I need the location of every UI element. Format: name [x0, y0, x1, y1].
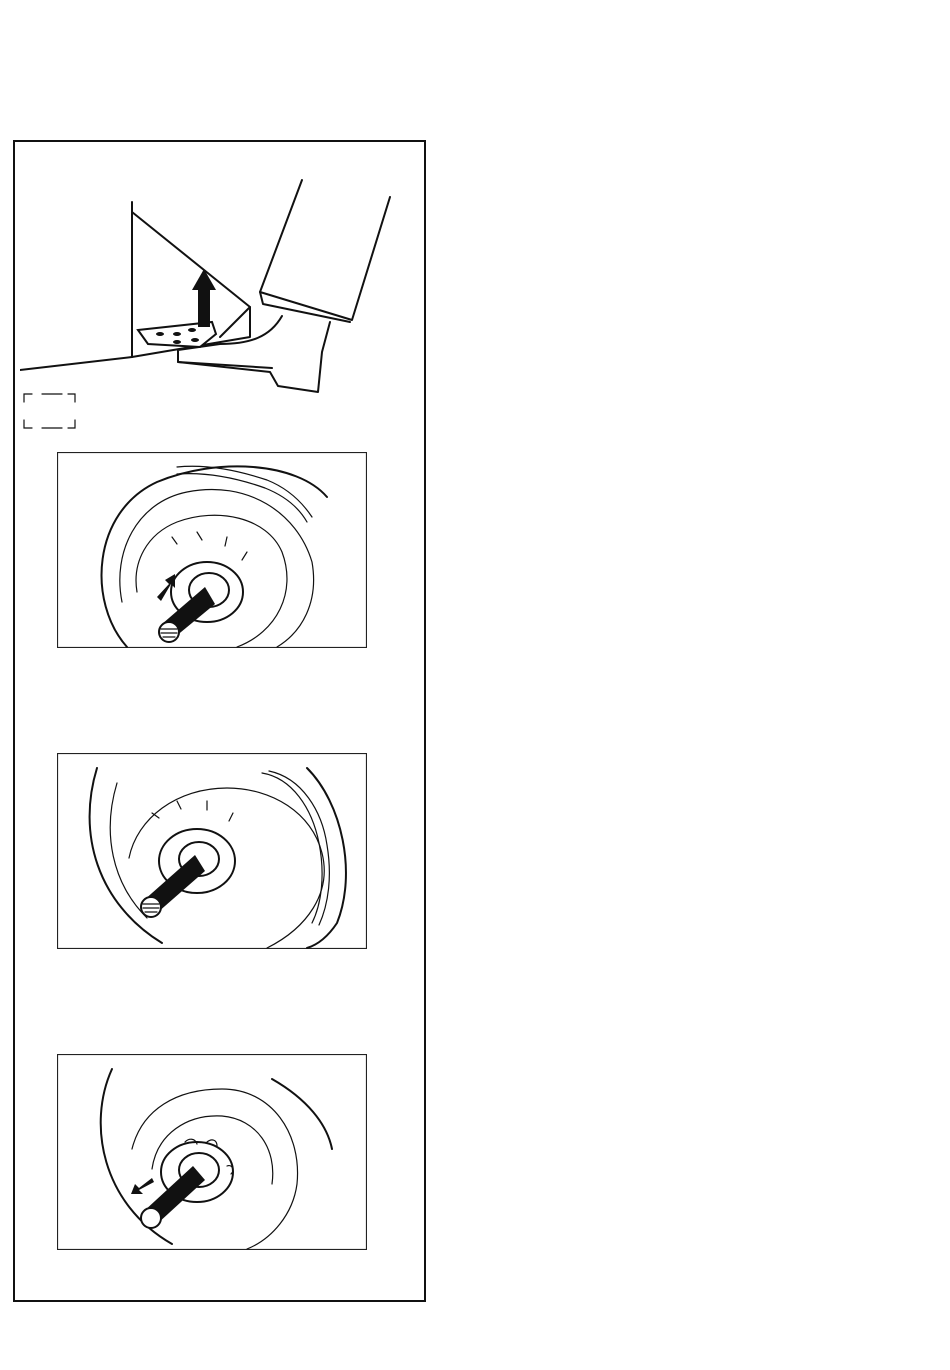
- wheel-step-3-illustration: [57, 1054, 367, 1250]
- wheel-step-1-illustration: [57, 452, 367, 648]
- dashed-callout-box: [24, 394, 75, 428]
- leg-outline: [260, 180, 390, 320]
- cabinet-diagonal: [132, 212, 250, 307]
- pedal-lift-illustration: [20, 172, 400, 434]
- wheel-step-2-illustration: [57, 753, 367, 949]
- floor-line: [20, 357, 132, 370]
